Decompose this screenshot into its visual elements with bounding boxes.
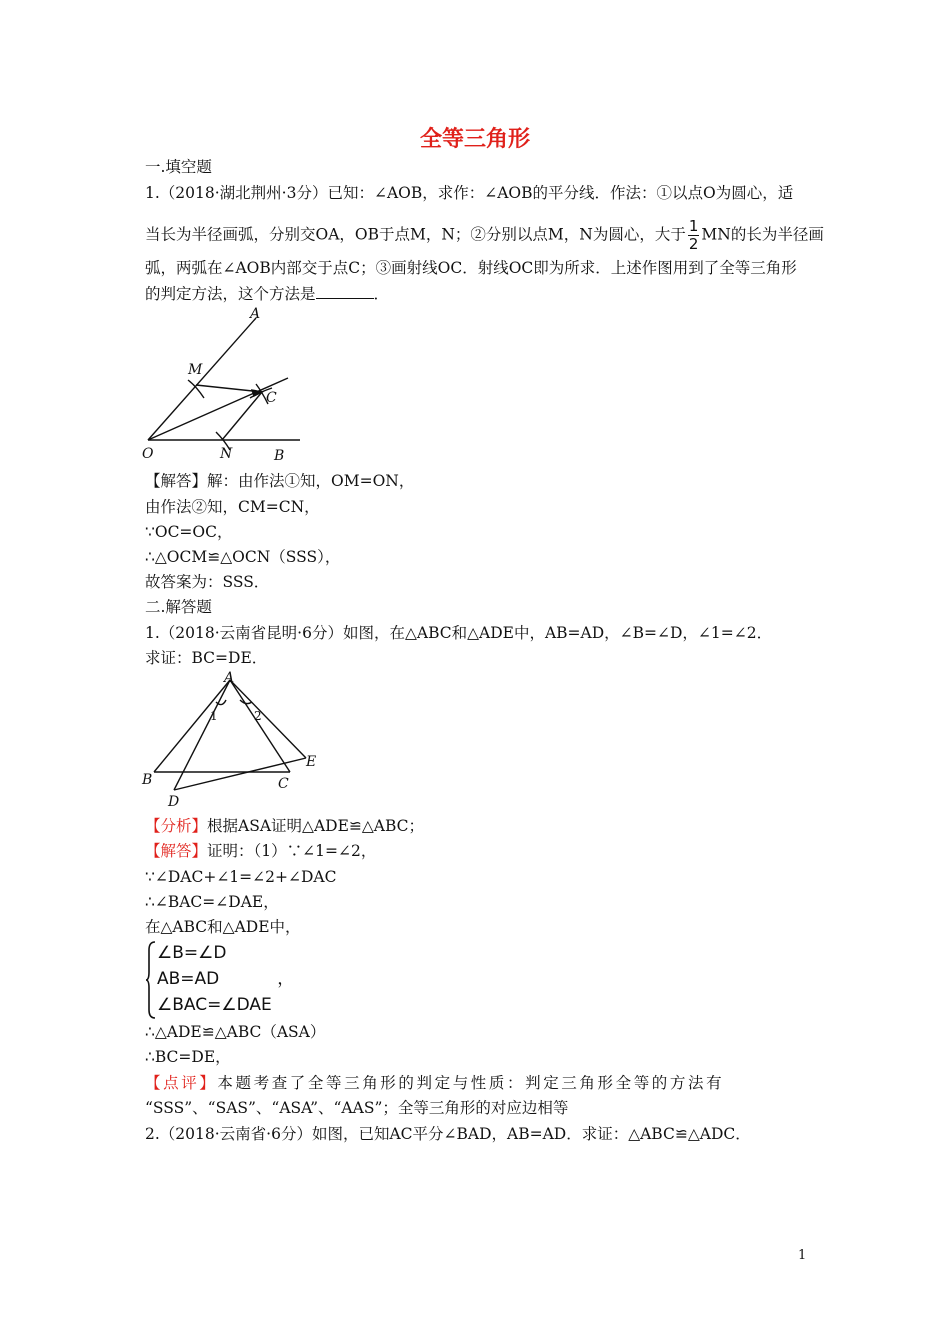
p1-review-line-1 xyxy=(145,1072,724,1094)
system-line-2: AB=AD ， xyxy=(157,969,295,989)
fraction-numerator: 1 xyxy=(688,217,699,235)
fraction-one-half xyxy=(688,218,700,253)
angle-mark-1 xyxy=(216,700,226,705)
angle-bisector-figure xyxy=(138,300,308,465)
p1-step-1: ∵∠DAC+∠1=∠2+∠DAC xyxy=(145,868,337,886)
segment-ac xyxy=(230,680,290,772)
q1-line-2-part-b: MN的长为半径画 xyxy=(701,225,824,244)
q1-line-4-end: ． xyxy=(373,285,390,303)
label-e: E xyxy=(306,754,317,770)
q1-answer-line-4: ∴△OCM≌△OCN（SSS）， xyxy=(145,548,341,566)
answer-text: 解：由作法①知，OM=ON， xyxy=(207,472,415,490)
label-c: C xyxy=(278,776,289,792)
p1-line-1: 1.（2018·云南省昆明·6分）如图，在△ABC和△ADE中，AB=AD，∠B=∠D，∠1=∠2． xyxy=(145,624,773,642)
p1-step-3: 在△ABC和△ADE中， xyxy=(145,918,301,936)
segment-ab xyxy=(154,680,230,772)
q1-answer-line-3: ∵OC=OC， xyxy=(145,523,233,541)
q1-line-1: 1.（2018·湖北荆州·3分）已知：∠AOB，求作：∠AOB的平分线．作法：①以点O为圆心，适 xyxy=(145,184,794,202)
review-tag: 【点评】 xyxy=(145,1074,218,1092)
q1-line-3: 弧，两弧在∠AOB内部交于点C；③画射线OC．射线OC即为所求．上述作图用到了全等三角形 xyxy=(145,259,797,277)
p1-answer-line xyxy=(145,840,376,862)
answer-first: 证明：（1）∵∠1=∠2， xyxy=(207,842,377,860)
q1-answer-line-5: 故答案为：SSS． xyxy=(145,573,270,591)
label-d: D xyxy=(168,794,180,810)
p1-conclusion-2: ∴BC=DE， xyxy=(145,1048,231,1066)
page-title: 全等三角形 xyxy=(419,127,530,152)
label-b: B xyxy=(142,772,153,788)
label-a: A xyxy=(224,670,235,686)
p1-line-2: 求证：BC=DE． xyxy=(145,649,268,667)
review-text-1: 本题考查了全等三角形的判定与性质：判定三角形全等的方法有 xyxy=(217,1074,725,1092)
p1-review-line-2: “SSS”、“SAS”、“ASA”、“AAS”；全等三角形的对应边相等 xyxy=(145,1099,569,1117)
fraction-denominator: 2 xyxy=(688,235,699,253)
label-angle-2: 2 xyxy=(254,709,262,723)
arc-m xyxy=(188,380,204,398)
label-b: B xyxy=(274,448,285,464)
system-comma: ， xyxy=(277,969,295,989)
left-brace-icon xyxy=(145,940,157,1020)
q1-line-2-part-a: 当长为半径画弧，分别交OA，OB于点M，N；②分别以点M，N为圆心，大于 xyxy=(145,225,686,244)
ray-oa xyxy=(148,318,256,440)
p1-conclusion-1: ∴△ADE≌△ABC（ASA） xyxy=(145,1023,326,1041)
q1-line-4-text: 的判定方法，这个方法是 xyxy=(145,285,316,303)
system-line-1: ∠B=∠D xyxy=(157,943,227,963)
answer-blank xyxy=(316,284,374,299)
q1-answer-line-2: 由作法②知，CM=CN， xyxy=(145,498,320,516)
triangles-figure xyxy=(140,670,325,810)
page-number: 1 xyxy=(798,1248,807,1263)
label-a: A xyxy=(250,306,261,322)
q1-line-2 xyxy=(145,218,824,253)
segment-nc xyxy=(222,392,262,440)
label-angle-1: 1 xyxy=(210,709,218,723)
p1-step-2: ∴∠BAC=∠DAE， xyxy=(145,893,279,911)
analysis-tag: 【分析】 xyxy=(145,817,208,835)
analysis-text: 根据ASA证明△ADE≌△ABC； xyxy=(207,817,425,835)
system-lines xyxy=(157,940,294,1018)
answer-tag: 【解答】 xyxy=(145,842,208,860)
q1-answer-line-1 xyxy=(145,470,414,492)
system-line-3: ∠BAC=∠DAE xyxy=(157,995,272,1015)
p1-analysis-line xyxy=(145,815,424,837)
label-m: M xyxy=(188,362,203,378)
segment-ae xyxy=(230,680,306,758)
segment-ad xyxy=(174,680,230,790)
label-c: C xyxy=(266,390,277,406)
label-n: N xyxy=(220,446,233,462)
answer-tag: 【解答】 xyxy=(145,472,208,490)
section-heading-fill-blank: 一.填空题 xyxy=(145,158,212,176)
section-heading-solve: 二.解答题 xyxy=(145,598,212,616)
label-o: O xyxy=(142,446,154,462)
p2-line-1: 2.（2018·云南省·6分）如图，已知AC平分∠BAD，AB=AD．求证：△ABC≌△ADC． xyxy=(145,1125,751,1143)
